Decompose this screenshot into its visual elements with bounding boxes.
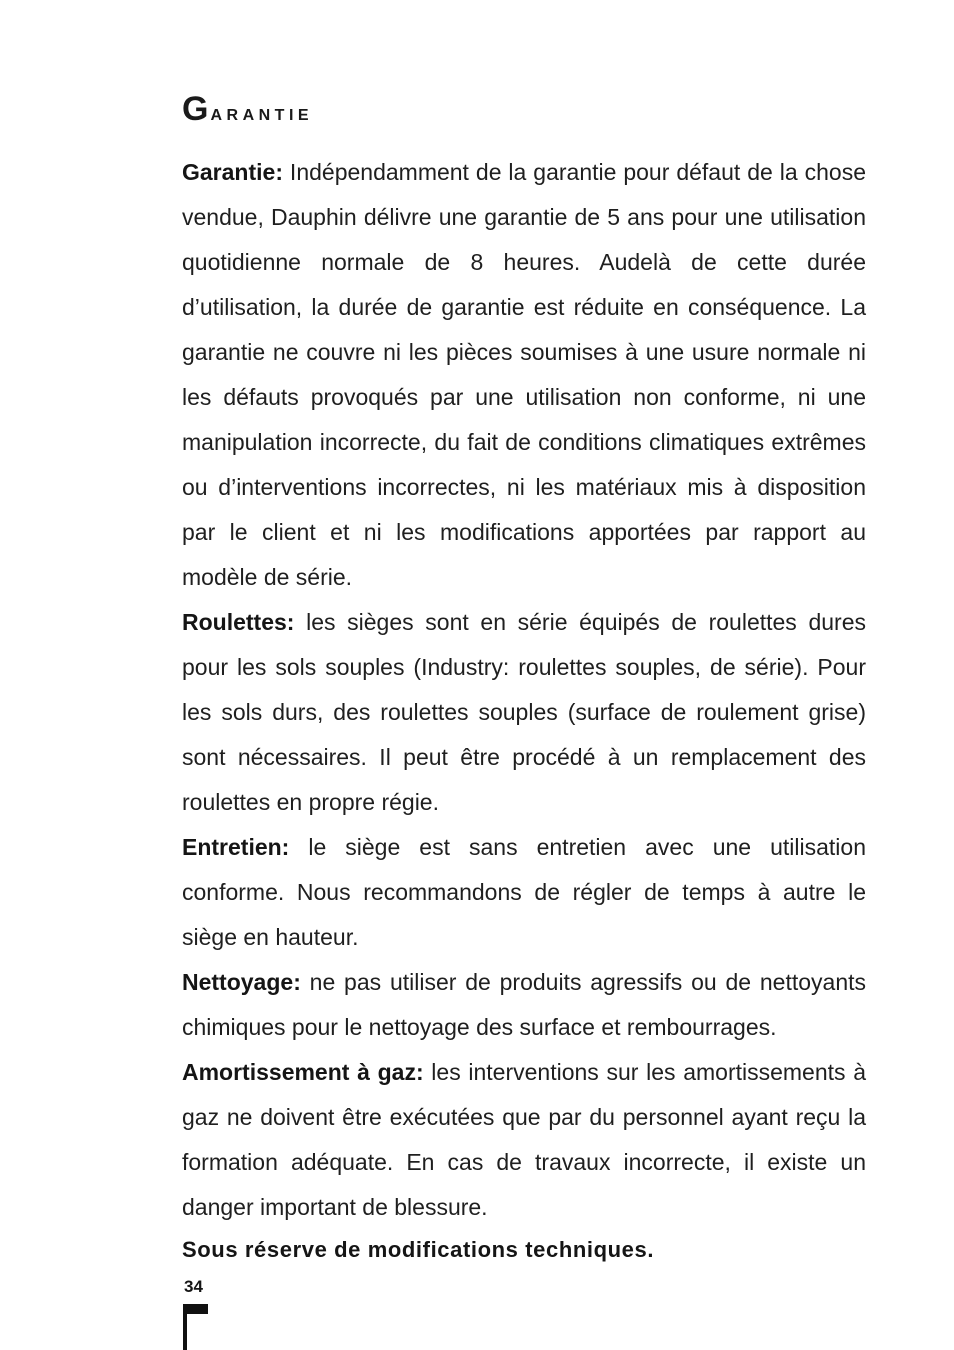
paragraph-lead: Roulettes: [182, 609, 295, 635]
paragraph-lead: Garantie: [182, 159, 283, 185]
page-title-initial: G [182, 90, 211, 128]
body-text [182, 150, 866, 1230]
paragraph-text: les interventions sur les amortissements à gaz ne doivent être exécutées que par du personnel ayant reçu la formation adéquate. En cas de travaux incorrecte, il existe un danger important de blessure. [182, 1059, 866, 1220]
paragraph-amortissement [182, 1050, 866, 1230]
paragraph-text: le siège est sans entretien avec une utilisation conforme. Nous recommandons de régler de temps à autre le siège en hauteur. [182, 834, 866, 950]
page-title [182, 90, 313, 131]
paragraph-text: Indépendamment de la garantie pour défaut de la chose vendue, Dauphin délivre une garantie de 5 ans pour une utilisation quotidienne normale de 8 heures. Audelà de cette durée d’utilisation, la durée de garantie est réduite en conséquence. La garantie ne couvre ni les pièces soumises à une usure normale ni les défauts provoqués par une utilisation non conforme, ni une manipulation incorrecte, du fait de conditions climatiques extrêmes ou d’interventions incorrectes, ni les matériaux mis à disposition par le client et ni les modifications apportées par rapport au modèle de série. [182, 159, 866, 590]
closing-note: Sous réserve de modifications techniques. [182, 1237, 655, 1262]
paragraph-entretien [182, 825, 866, 960]
paragraph-garantie [182, 150, 866, 600]
paragraph-nettoyage [182, 960, 866, 1050]
paragraph-lead: Amortissement à gaz: [182, 1059, 424, 1085]
page-title-rest: arantie [210, 99, 314, 125]
paragraph-text: les sièges sont en série équipés de roulettes dures pour les sols souples (Industry: roulettes souples, de série). Pour les sols durs, des roulettes souples (surface de roulement grise) sont nécessaires. Il peut être procédé à un remplacement des roulettes en propre régie. [182, 609, 866, 815]
paragraph-lead: Entretien: [182, 834, 290, 860]
corner-mark-vertical [183, 1304, 187, 1350]
paragraph-roulettes [182, 600, 866, 825]
paragraph-lead: Nettoyage: [182, 969, 301, 995]
corner-mark [183, 1304, 208, 1350]
page-number: 34 [184, 1277, 203, 1296]
paragraph-text: ne pas utiliser de produits agressifs ou de nettoyants chimiques pour le nettoyage des surface et rembourrages. [182, 969, 866, 1040]
